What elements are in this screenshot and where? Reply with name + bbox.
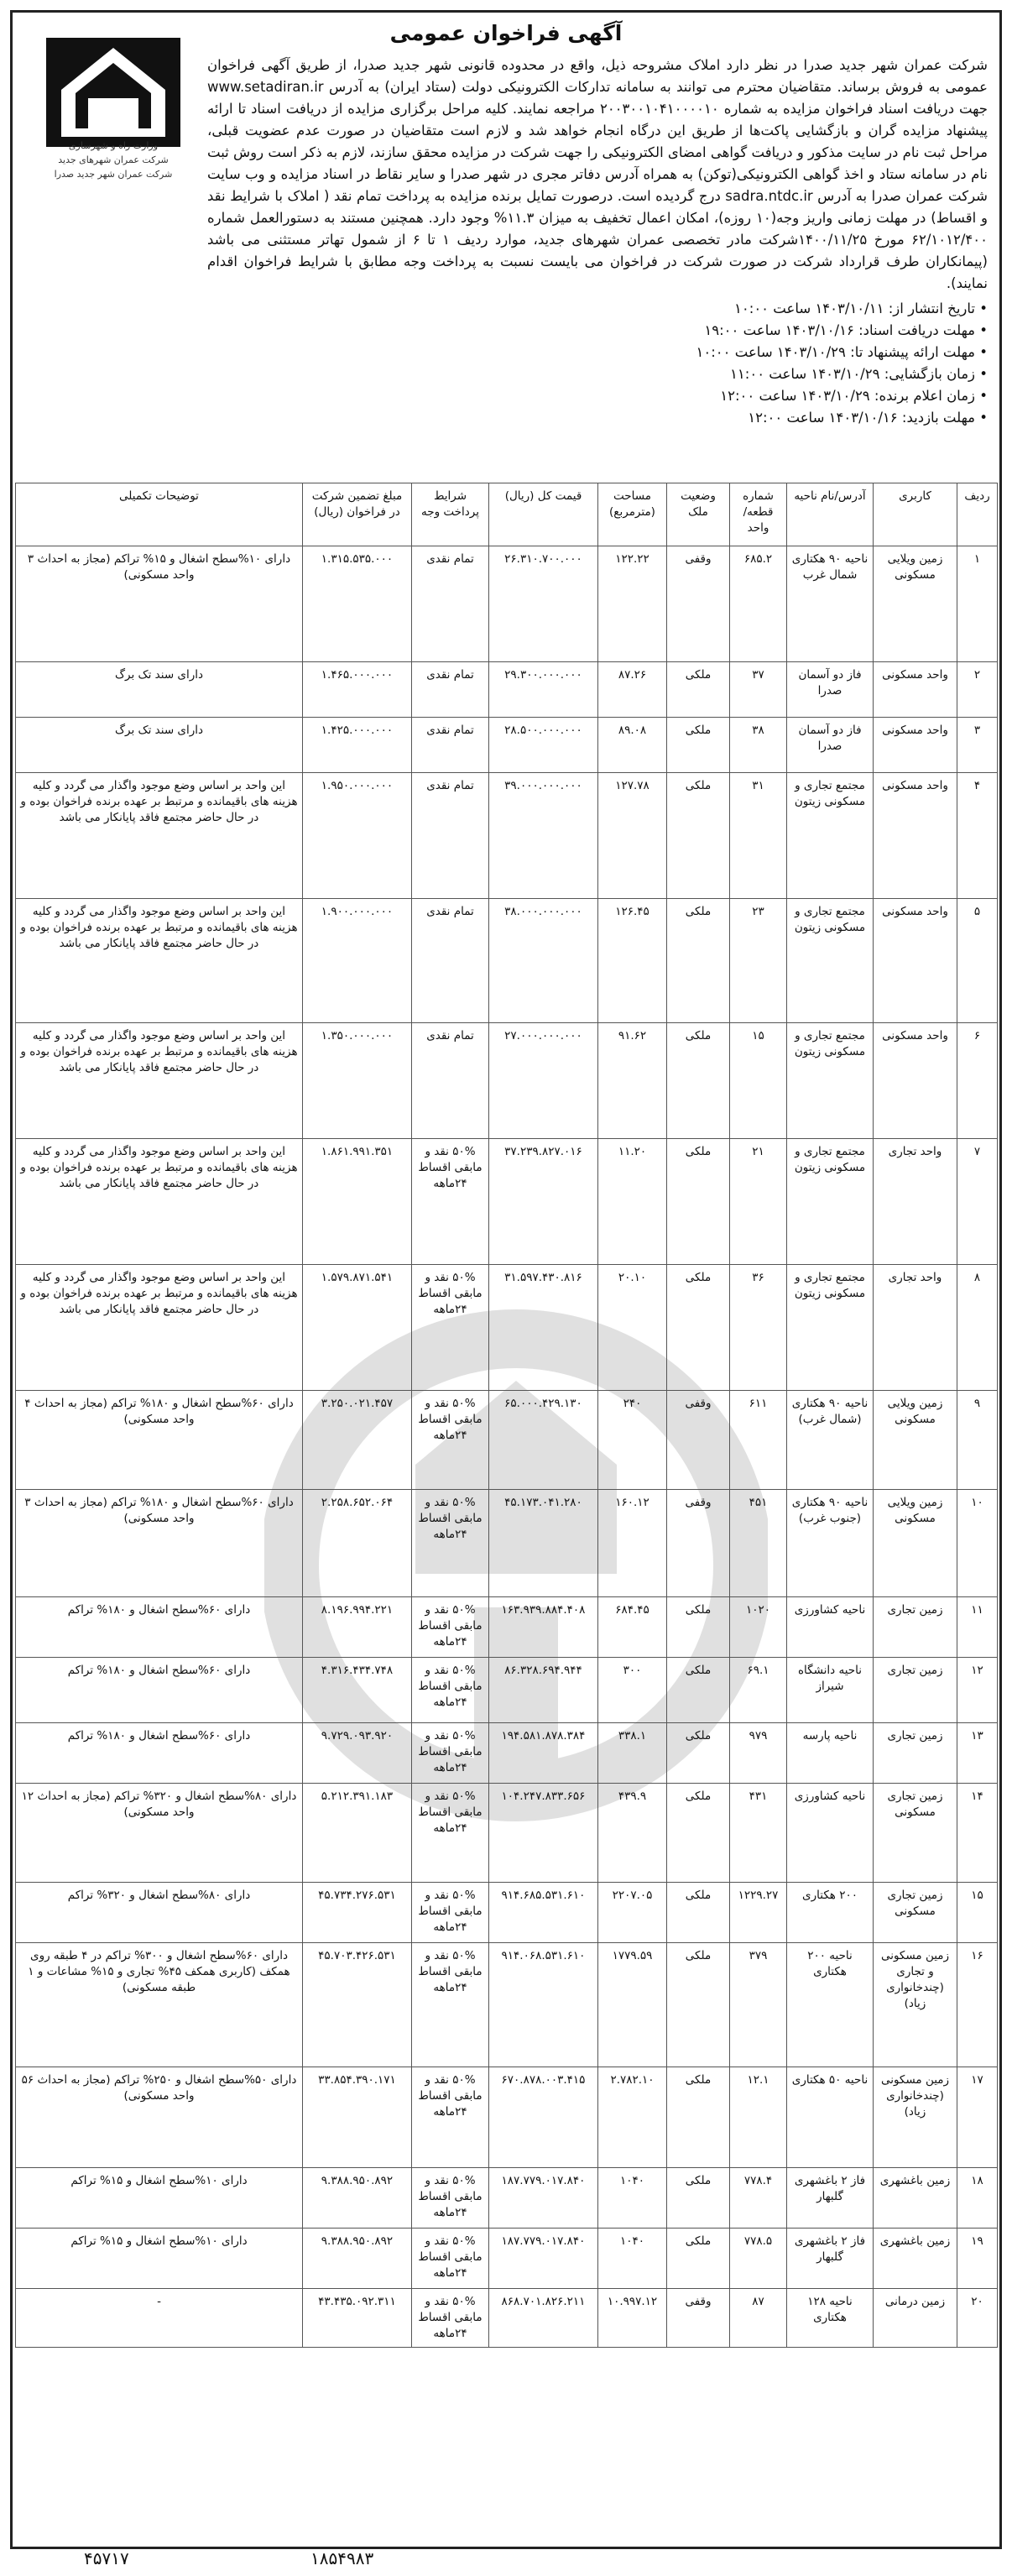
cell-area: ۲۰.۱۰ xyxy=(598,1265,667,1391)
cell-payment-terms: ۵۰% نقد و مابقی اقساط ۲۴ماهه xyxy=(412,1139,489,1265)
footer-code-left: ۴۵۷۱۷ xyxy=(84,2548,129,2568)
cell-row-number: ۲ xyxy=(957,662,998,718)
col-header-usage: کاربری xyxy=(874,483,957,546)
cell-usage: زمین مسکونی (چندخانواری زیاد) xyxy=(874,2067,957,2168)
table-row xyxy=(16,546,998,662)
cell-notes: دارای ۶۰%سطح اشغال و ۱۸۰% تراکم xyxy=(16,1597,303,1658)
cell-row-number: ۱۲ xyxy=(957,1658,998,1723)
cell-guarantee: ۵.۲۱۲.۳۹۱.۱۸۳ xyxy=(303,1784,412,1883)
cell-usage: زمین درمانی xyxy=(874,2289,957,2348)
cell-guarantee: ۱.۹۰۰.۰۰۰.۰۰۰ xyxy=(303,899,412,1023)
cell-usage: واحد مسکونی xyxy=(874,899,957,1023)
footer xyxy=(0,2548,1012,2573)
cell-ownership: ملکی xyxy=(667,1784,730,1883)
table-row xyxy=(16,662,998,718)
cell-payment-terms: ۵۰% نقد و مابقی اقساط ۲۴ماهه xyxy=(412,2289,489,2348)
cell-area: ۱۲۶.۴۵ xyxy=(598,899,667,1023)
cell-area: ۱۰۴۰ xyxy=(598,2229,667,2289)
cell-ownership: وقفی xyxy=(667,1490,730,1597)
table-row xyxy=(16,1784,998,1883)
cell-unit-number: ۴۳۱ xyxy=(730,1784,787,1883)
cell-row-number: ۱۳ xyxy=(957,1723,998,1784)
col-header-address: آدرس/نام ناحیه xyxy=(787,483,874,546)
col-header-unit-number: شماره قطعه/واحد xyxy=(730,483,787,546)
date-item: • مهلت ارائه پیشنهاد تا: ۱۴۰۳/۱۰/۲۹ ساعت ۱۰:۰۰ xyxy=(696,344,988,360)
cell-payment-terms: ۵۰% نقد و مابقی اقساط ۲۴ماهه xyxy=(412,1490,489,1597)
cell-guarantee: ۱.۹۵۰.۰۰۰.۰۰۰ xyxy=(303,773,412,899)
cell-unit-number: ۱۲۲۹.۲۷ xyxy=(730,1883,787,1943)
cell-usage: زمین تجاری مسکونی xyxy=(874,1883,957,1943)
cell-notes: دارای ۱۰%سطح اشغال و ۱۵% تراکم xyxy=(16,2229,303,2289)
cell-notes: این واحد بر اساس وضع موجود واگذار می گردد و کلیه هزینه های باقیمانده و مرتبط بر عهده برنده فراخوان بوده و در حال حاضر مجتمع فاقد پایانکار می باشد xyxy=(16,1139,303,1265)
table-row xyxy=(16,1883,998,1943)
cell-total-price: ۲۶.۳۱۰.۷۰۰.۰۰۰ xyxy=(489,546,598,662)
table-row xyxy=(16,718,998,773)
cell-unit-number: ۶۸۵.۲ xyxy=(730,546,787,662)
table-row xyxy=(16,2289,998,2348)
cell-total-price: ۲۷.۰۰۰.۰۰۰.۰۰۰ xyxy=(489,1023,598,1139)
cell-area: ۶۸۴.۴۵ xyxy=(598,1597,667,1658)
cell-guarantee: ۲.۲۵۸.۶۵۲.۰۶۴ xyxy=(303,1490,412,1597)
cell-total-price: ۱۰۴.۲۴۷.۸۳۳.۶۵۶ xyxy=(489,1784,598,1883)
cell-row-number: ۱۵ xyxy=(957,1883,998,1943)
cell-area: ۲۴۰ xyxy=(598,1391,667,1490)
table-row xyxy=(16,2229,998,2289)
cell-usage: زمین ویلایی مسکونی xyxy=(874,1490,957,1597)
cell-area: ۱۷۷۹.۵۹ xyxy=(598,1943,667,2067)
col-header-row-number: ردیف xyxy=(957,483,998,546)
cell-payment-terms: ۵۰% نقد و مابقی اقساط ۲۴ماهه xyxy=(412,2067,489,2168)
cell-usage: زمین ویلایی مسکونی xyxy=(874,1391,957,1490)
cell-unit-number: ۳۸ xyxy=(730,718,787,773)
cell-guarantee: ۱.۳۵۰.۰۰۰.۰۰۰ xyxy=(303,1023,412,1139)
cell-area: ۱۲۲.۲۲ xyxy=(598,546,667,662)
properties-table xyxy=(15,483,998,2348)
cell-total-price: ۱۸۷.۷۷۹.۰۱۷.۸۴۰ xyxy=(489,2168,598,2229)
cell-payment-terms: ۵۰% نقد و مابقی اقساط ۲۴ماهه xyxy=(412,1943,489,2067)
logo-caption-sadra: شرکت عمران شهر جدید صدرا xyxy=(54,169,173,180)
cell-usage: واحد مسکونی xyxy=(874,662,957,718)
cell-payment-terms: ۵۰% نقد و مابقی اقساط ۲۴ماهه xyxy=(412,1265,489,1391)
cell-total-price: ۲۹.۳۰۰.۰۰۰.۰۰۰ xyxy=(489,662,598,718)
logo-caption xyxy=(21,138,206,181)
logo-caption-company: شرکت عمران شهرهای جدید xyxy=(58,154,169,165)
cell-unit-number: ۳۷۹ xyxy=(730,1943,787,2067)
cell-notes: این واحد بر اساس وضع موجود واگذار می گردد و کلیه هزینه های باقیمانده و مرتبط بر عهده برنده فراخوان بوده و در حال حاضر مجتمع فاقد پایانکار می باشد xyxy=(16,1023,303,1139)
cell-address: مجتمع تجاری و مسکونی زیتون xyxy=(787,773,874,899)
cell-guarantee: ۳.۲۵۰.۰۲۱.۴۵۷ xyxy=(303,1391,412,1490)
cell-row-number: ۳ xyxy=(957,718,998,773)
cell-address: ناحیه ۵۰ هکتاری xyxy=(787,2067,874,2168)
cell-ownership: ملکی xyxy=(667,1658,730,1723)
cell-row-number: ۷ xyxy=(957,1139,998,1265)
cell-row-number: ۱۴ xyxy=(957,1784,998,1883)
cell-address: فاز ۲ باغشهری گلبهار xyxy=(787,2229,874,2289)
cell-ownership: ملکی xyxy=(667,1723,730,1784)
cell-payment-terms: ۵۰% نقد و مابقی اقساط ۲۴ماهه xyxy=(412,1391,489,1490)
cell-payment-terms: تمام نقدی xyxy=(412,546,489,662)
table-row xyxy=(16,899,998,1023)
cell-notes: دارای سند تک برگ xyxy=(16,718,303,773)
table-row xyxy=(16,1023,998,1139)
cell-address: ناحیه ۹۰ هکتاری (شمال غرب) xyxy=(787,1391,874,1490)
cell-usage: زمین تجاری xyxy=(874,1597,957,1658)
cell-ownership: ملکی xyxy=(667,899,730,1023)
cell-ownership: وقفی xyxy=(667,2289,730,2348)
table-row xyxy=(16,1490,998,1597)
cell-usage: واحد مسکونی xyxy=(874,1023,957,1139)
cell-ownership: ملکی xyxy=(667,1597,730,1658)
cell-unit-number: ۱۰۲۰ xyxy=(730,1597,787,1658)
cell-unit-number: ۳۶ xyxy=(730,1265,787,1391)
table-row xyxy=(16,1391,998,1490)
cell-guarantee: ۴۵.۷۰۳.۴۲۶.۵۳۱ xyxy=(303,1943,412,2067)
cell-area: ۹۱.۶۲ xyxy=(598,1023,667,1139)
cell-payment-terms: تمام نقدی xyxy=(412,899,489,1023)
cell-notes: - xyxy=(16,2289,303,2348)
cell-address: ناحیه پارسه xyxy=(787,1723,874,1784)
cell-total-price: ۶۷۰.۸۷۸.۰۰۳.۴۱۵ xyxy=(489,2067,598,2168)
table-row xyxy=(16,1723,998,1784)
intro-paragraph: شرکت عمران شهر جدید صدرا در نظر دارد املاک مشروحه ذیل، واقع در محدوده قانونی شهر جدید صدرا، از طریق آگهی فراخوان عمومی به فروش برساند. متقاضیان محترم می توانند به سامانه تدارکات الکترونیکی دولت (ستاد ایران) به آدرس www.setadiran.ir جهت دریافت اسناد فراخوان مزایده به شماره ۲۰۰۳۰۰۱۰۴۱۰۰۰۰۱۰ مراجعه نمایند. کلیه مراحل برگزاری مزایده از دریافت اسناد تا ارائه پیشنهاد مزایده گران و بازگشایی پاکت‌ها از طریق این درگاه انجام خواهد شد و لازم است متقاضیان در صورت عدم عضویت قبلی، مراحل ثبت نام در سایت مذکور و دریافت گواهی امضای الکترونیکی را جهت شرکت در مزایده محقق سازند، لازم به ذکر است روش ثبت نام در سامانه ستاد و اخذ گواهی الکترونیکی(توکن) به همراه آدرس دفاتر مجری در شهر صدرا و سایر نقاط در اسناد مزایده و وب سایت شرکت عمران صدرا به آدرس sadra.ntdc.ir درج گردیده است. درصورت تمایل برنده مزایده به پرداخت تمام نقد ( املاک با شرایط نقد و اقساط) در مهلت زمانی واریز وجه(۱۰ روزه)، امکان اعمال تخفیف به میزان ۱۱.۳% وجود دارد. همچنین مستند به دستورالعمل شماره ۶۲/۱۰۱۲/۴۰۰ مورخ ۱۴۰۰/۱۱/۲۵شرکت مادر تخصصی عمران شهرهای جدید، موارد ردیف ۱ تا ۶ از شمول تهاتر مستثنی می باشد (پیمانکاران طرف قرارداد شرکت در صورت شرکت در فراخوان می بایست نسبت به پرداخت وجه مطابق با شرایط فراخوان اقدام نمایند). xyxy=(207,57,989,291)
cell-payment-terms: تمام نقدی xyxy=(412,662,489,718)
cell-row-number: ۵ xyxy=(957,899,998,1023)
cell-payment-terms: ۵۰% نقد و مابقی اقساط ۲۴ماهه xyxy=(412,1597,489,1658)
cell-notes: دارای ۶۰%سطح اشغال و ۱۸۰% تراکم xyxy=(16,1723,303,1784)
cell-unit-number: ۷۷۸.۵ xyxy=(730,2229,787,2289)
cell-ownership: ملکی xyxy=(667,2067,730,2168)
cell-row-number: ۸ xyxy=(957,1265,998,1391)
cell-row-number: ۴ xyxy=(957,773,998,899)
cell-area: ۸۹.۰۸ xyxy=(598,718,667,773)
table-row xyxy=(16,1139,998,1265)
col-header-notes: توضیحات تکمیلی xyxy=(16,483,303,546)
cell-payment-terms: ۵۰% نقد و مابقی اقساط ۲۴ماهه xyxy=(412,2229,489,2289)
cell-guarantee: ۹.۳۸۸.۹۵۰.۸۹۲ xyxy=(303,2168,412,2229)
cell-notes: دارای ۶۰%سطح اشغال و ۱۸۰% تراکم (مجاز به احداث ۳ واحد مسکونی) xyxy=(16,1490,303,1597)
cell-unit-number: ۳۱ xyxy=(730,773,787,899)
cell-area: ۸۷.۲۶ xyxy=(598,662,667,718)
date-item: • زمان بازگشایی: ۱۴۰۳/۱۰/۲۹ ساعت ۱۱:۰۰ xyxy=(730,366,988,382)
cell-payment-terms: تمام نقدی xyxy=(412,1023,489,1139)
cell-total-price: ۹۱۴.۰۶۸.۵۳۱.۶۱۰ xyxy=(489,1943,598,2067)
cell-total-price: ۱۹۴.۵۸۱.۸۷۸.۳۸۴ xyxy=(489,1723,598,1784)
cell-unit-number: ۷۷۸.۴ xyxy=(730,2168,787,2229)
cell-ownership: ملکی xyxy=(667,1139,730,1265)
col-header-payment-terms: شرایط پرداخت وجه xyxy=(412,483,489,546)
table-row xyxy=(16,2168,998,2229)
table-row xyxy=(16,1265,998,1391)
cell-usage: زمین تجاری مسکونی xyxy=(874,1784,957,1883)
cell-usage: زمین باغشهری xyxy=(874,2229,957,2289)
cell-notes: دارای ۵۰%سطح اشغال و ۲۵۰% تراکم (مجاز به احداث ۵۶ واحد مسکونی) xyxy=(16,2067,303,2168)
cell-ownership: ملکی xyxy=(667,718,730,773)
cell-unit-number: ۶۹.۱ xyxy=(730,1658,787,1723)
cell-usage: زمین تجاری xyxy=(874,1658,957,1723)
table-row xyxy=(16,1943,998,2067)
cell-unit-number: ۱۵ xyxy=(730,1023,787,1139)
cell-guarantee: ۴۳.۴۳۵.۰۹۲.۳۱۱ xyxy=(303,2289,412,2348)
cell-unit-number: ۱۲.۱ xyxy=(730,2067,787,2168)
cell-unit-number: ۲۳ xyxy=(730,899,787,1023)
cell-notes: دارای ۸۰%سطح اشغال و ۳۲۰% تراکم xyxy=(16,1883,303,1943)
cell-guarantee: ۴.۳۱۶.۴۳۴.۷۴۸ xyxy=(303,1658,412,1723)
cell-ownership: ملکی xyxy=(667,1265,730,1391)
cell-area: ۳۰۰ xyxy=(598,1658,667,1723)
logo-caption-ministry: وزارت راه و شهرسازی xyxy=(68,140,159,151)
cell-guarantee: ۴۵.۷۳۴.۲۷۶.۵۳۱ xyxy=(303,1883,412,1943)
cell-total-price: ۱۶۳.۹۳۹.۸۸۴.۴۰۸ xyxy=(489,1597,598,1658)
cell-guarantee: ۱.۸۶۱.۹۹۱.۳۵۱ xyxy=(303,1139,412,1265)
cell-row-number: ۱۱ xyxy=(957,1597,998,1658)
cell-guarantee: ۹.۷۲۹.۰۹۳.۹۲۰ xyxy=(303,1723,412,1784)
cell-ownership: ملکی xyxy=(667,2229,730,2289)
table-row xyxy=(16,1658,998,1723)
cell-area: ۱۶۰.۱۲ xyxy=(598,1490,667,1597)
cell-guarantee: ۱.۳۱۵.۵۳۵.۰۰۰ xyxy=(303,546,412,662)
table-body xyxy=(16,546,998,2348)
cell-total-price: ۴۵.۱۷۳.۰۴۱.۲۸۰ xyxy=(489,1490,598,1597)
cell-area: ۱۱.۲۰ xyxy=(598,1139,667,1265)
cell-address: ناحیه کشاورزی xyxy=(787,1597,874,1658)
col-header-ownership: وضعیت ملک xyxy=(667,483,730,546)
cell-payment-terms: ۵۰% نقد و مابقی اقساط ۲۴ماهه xyxy=(412,2168,489,2229)
cell-ownership: ملکی xyxy=(667,773,730,899)
cell-total-price: ۹۱۴.۶۸۵.۵۳۱.۶۱۰ xyxy=(489,1883,598,1943)
cell-total-price: ۳۷.۲۳۹.۸۲۷.۰۱۶ xyxy=(489,1139,598,1265)
date-item: • مهلت دریافت اسناد: ۱۴۰۳/۱۰/۱۶ ساعت ۱۹:۰۰ xyxy=(704,322,988,338)
cell-guarantee: ۳۳.۸۵۴.۳۹۰.۱۷۱ xyxy=(303,2067,412,2168)
date-item: • زمان اعلام برنده: ۱۴۰۳/۱۰/۲۹ ساعت ۱۲:۰۰ xyxy=(720,388,988,404)
cell-address: ناحیه ۹۰ هکتاری (جنوب غرب) xyxy=(787,1490,874,1597)
cell-usage: واحد تجاری xyxy=(874,1139,957,1265)
cell-total-price: ۳۹.۰۰۰.۰۰۰.۰۰۰ xyxy=(489,773,598,899)
company-logo-icon xyxy=(29,29,197,231)
cell-row-number: ۱۶ xyxy=(957,1943,998,2067)
cell-usage: زمین تجاری xyxy=(874,1723,957,1784)
cell-area: ۱۲۷.۷۸ xyxy=(598,773,667,899)
cell-area: ۴۳۹.۹ xyxy=(598,1784,667,1883)
announcement-header xyxy=(13,13,999,491)
cell-address: ناحیه دانشگاه شیراز xyxy=(787,1658,874,1723)
cell-row-number: ۶ xyxy=(957,1023,998,1139)
cell-guarantee: ۱.۴۶۵.۰۰۰.۰۰۰ xyxy=(303,662,412,718)
cell-total-price: ۳۱.۵۹۷.۴۳۰.۸۱۶ xyxy=(489,1265,598,1391)
cell-usage: زمین باغشهری xyxy=(874,2168,957,2229)
cell-guarantee: ۹.۳۸۸.۹۵۰.۸۹۲ xyxy=(303,2229,412,2289)
cell-area: ۱۰.۹۹۷.۱۲ xyxy=(598,2289,667,2348)
page-title: آگهی فراخوان عمومی xyxy=(389,21,623,45)
cell-ownership: ملکی xyxy=(667,662,730,718)
cell-address: فاز ۲ باغشهری گلبهار xyxy=(787,2168,874,2229)
cell-unit-number: ۴۵۱ xyxy=(730,1490,787,1597)
col-header-area: مساحت (مترمربع) xyxy=(598,483,667,546)
table-row xyxy=(16,773,998,899)
cell-notes: این واحد بر اساس وضع موجود واگذار می گردد و کلیه هزینه های باقیمانده و مرتبط بر عهده برنده فراخوان بوده و در حال حاضر مجتمع فاقد پایانکار می باشد xyxy=(16,899,303,1023)
cell-guarantee: ۱.۴۲۵.۰۰۰.۰۰۰ xyxy=(303,718,412,773)
cell-notes: دارای ۱۰%سطح اشغال و ۱۵% تراکم xyxy=(16,2168,303,2229)
cell-notes: این واحد بر اساس وضع موجود واگذار می گردد و کلیه هزینه های باقیمانده و مرتبط بر عهده برنده فراخوان بوده و در حال حاضر مجتمع فاقد پایانکار می باشد xyxy=(16,773,303,899)
cell-ownership: ملکی xyxy=(667,2168,730,2229)
cell-unit-number: ۲۱ xyxy=(730,1139,787,1265)
cell-area: ۲۲۰۷.۰۵ xyxy=(598,1883,667,1943)
cell-address: ناحیه ۱۲۸ هکتاری xyxy=(787,2289,874,2348)
table-row xyxy=(16,1597,998,1658)
cell-notes: دارای ۱۰%سطح اشغال و ۱۵% تراکم (مجاز به احداث ۳ واحد مسکونی) xyxy=(16,546,303,662)
cell-row-number: ۱ xyxy=(957,546,998,662)
cell-unit-number: ۹۷۹ xyxy=(730,1723,787,1784)
footer-code-middle: ۱۸۵۴۹۸۳ xyxy=(310,2548,374,2568)
cell-row-number: ۱۰ xyxy=(957,1490,998,1597)
date-item: • تاریخ انتشار از: ۱۴۰۳/۱۰/۱۱ ساعت ۱۰:۰۰ xyxy=(734,300,988,316)
cell-area: ۱۰۴۰ xyxy=(598,2168,667,2229)
cell-notes: دارای ۶۰%سطح اشغال و ۳۰۰% تراکم در ۴ طبقه روی همکف (کاربری همکف ۴۵% تجاری و ۱۵% مشاعات و ۱ طبقه مسکونی) xyxy=(16,1943,303,2067)
cell-address: مجتمع تجاری و مسکونی زیتون xyxy=(787,1265,874,1391)
cell-ownership: وقفی xyxy=(667,1391,730,1490)
cell-row-number: ۹ xyxy=(957,1391,998,1490)
cell-ownership: ملکی xyxy=(667,1883,730,1943)
cell-total-price: ۲۸.۵۰۰.۰۰۰.۰۰۰ xyxy=(489,718,598,773)
cell-address: مجتمع تجاری و مسکونی زیتون xyxy=(787,1139,874,1265)
cell-payment-terms: ۵۰% نقد و مابقی اقساط ۲۴ماهه xyxy=(412,1883,489,1943)
cell-unit-number: ۶۱۱ xyxy=(730,1391,787,1490)
cell-usage: زمین ویلایی مسکونی xyxy=(874,546,957,662)
cell-row-number: ۱۸ xyxy=(957,2168,998,2229)
cell-notes: دارای ۶۰%سطح اشغال و ۱۸۰% تراکم (مجاز به احداث ۴ واحد مسکونی) xyxy=(16,1391,303,1490)
cell-payment-terms: ۵۰% نقد و مابقی اقساط ۲۴ماهه xyxy=(412,1658,489,1723)
cell-address: ۲۰۰ هکتاری xyxy=(787,1883,874,1943)
cell-area: ۲.۷۸۲.۱۰ xyxy=(598,2067,667,2168)
cell-total-price: ۶۵.۰۰۰.۴۲۹.۱۳۰ xyxy=(489,1391,598,1490)
cell-guarantee: ۱.۵۷۹.۸۷۱.۵۴۱ xyxy=(303,1265,412,1391)
date-item: • مهلت بازدید: ۱۴۰۳/۱۰/۱۶ ساعت ۱۲:۰۰ xyxy=(748,410,988,426)
cell-address: ناحیه کشاورزی xyxy=(787,1784,874,1883)
cell-notes: دارای ۶۰%سطح اشغال و ۱۸۰% تراکم xyxy=(16,1658,303,1723)
table-header-row xyxy=(16,483,998,546)
cell-notes: دارای ۸۰%سطح اشغال و ۳۲۰% تراکم (مجاز به احداث ۱۲ واحد مسکونی) xyxy=(16,1784,303,1883)
cell-usage: واحد مسکونی xyxy=(874,773,957,899)
cell-ownership: ملکی xyxy=(667,1943,730,2067)
cell-guarantee: ۸.۱۹۶.۹۹۴.۲۲۱ xyxy=(303,1597,412,1658)
cell-unit-number: ۸۷ xyxy=(730,2289,787,2348)
cell-area: ۳۳۸.۱ xyxy=(598,1723,667,1784)
cell-row-number: ۱۷ xyxy=(957,2067,998,2168)
cell-address: فاز دو آسمان صدرا xyxy=(787,662,874,718)
cell-ownership: وقفی xyxy=(667,546,730,662)
cell-payment-terms: تمام نقدی xyxy=(412,718,489,773)
cell-unit-number: ۳۷ xyxy=(730,662,787,718)
cell-payment-terms: تمام نقدی xyxy=(412,773,489,899)
col-header-guarantee: مبلغ تضمین شرکت در فراخوان (ریال) xyxy=(303,483,412,546)
announcement-page xyxy=(10,10,1002,2549)
cell-total-price: ۸۶.۳۲۸.۶۹۴.۹۴۴ xyxy=(489,1658,598,1723)
cell-ownership: ملکی xyxy=(667,1023,730,1139)
table-row xyxy=(16,2067,998,2168)
cell-address: فاز دو آسمان صدرا xyxy=(787,718,874,773)
cell-address: مجتمع تجاری و مسکونی زیتون xyxy=(787,1023,874,1139)
cell-notes: دارای سند تک برگ xyxy=(16,662,303,718)
cell-usage: واحد تجاری xyxy=(874,1265,957,1391)
cell-usage: زمین مسکونی و تجاری (چندخانواری زیاد) xyxy=(874,1943,957,2067)
cell-payment-terms: ۵۰% نقد و مابقی اقساط ۲۴ماهه xyxy=(412,1723,489,1784)
cell-total-price: ۸۶۸.۷۰۱.۸۲۶.۲۱۱ xyxy=(489,2289,598,2348)
cell-address: مجتمع تجاری و مسکونی زیتون xyxy=(787,899,874,1023)
cell-usage: واحد مسکونی xyxy=(874,718,957,773)
cell-total-price: ۳۸.۰۰۰.۰۰۰.۰۰۰ xyxy=(489,899,598,1023)
dates-list xyxy=(31,298,988,429)
cell-address: ناحیه ۹۰ هکتاری شمال غرب xyxy=(787,546,874,662)
cell-row-number: ۲۰ xyxy=(957,2289,998,2348)
cell-address: ناحیه ۲۰۰ هکتاری xyxy=(787,1943,874,2067)
cell-row-number: ۱۹ xyxy=(957,2229,998,2289)
cell-payment-terms: ۵۰% نقد و مابقی اقساط ۲۴ماهه xyxy=(412,1784,489,1883)
cell-total-price: ۱۸۷.۷۷۹.۰۱۷.۸۴۰ xyxy=(489,2229,598,2289)
cell-notes: این واحد بر اساس وضع موجود واگذار می گردد و کلیه هزینه های باقیمانده و مرتبط بر عهده برنده فراخوان بوده و در حال حاضر مجتمع فاقد پایانکار می باشد xyxy=(16,1265,303,1391)
col-header-total-price: قیمت کل (ریال) xyxy=(489,483,598,546)
